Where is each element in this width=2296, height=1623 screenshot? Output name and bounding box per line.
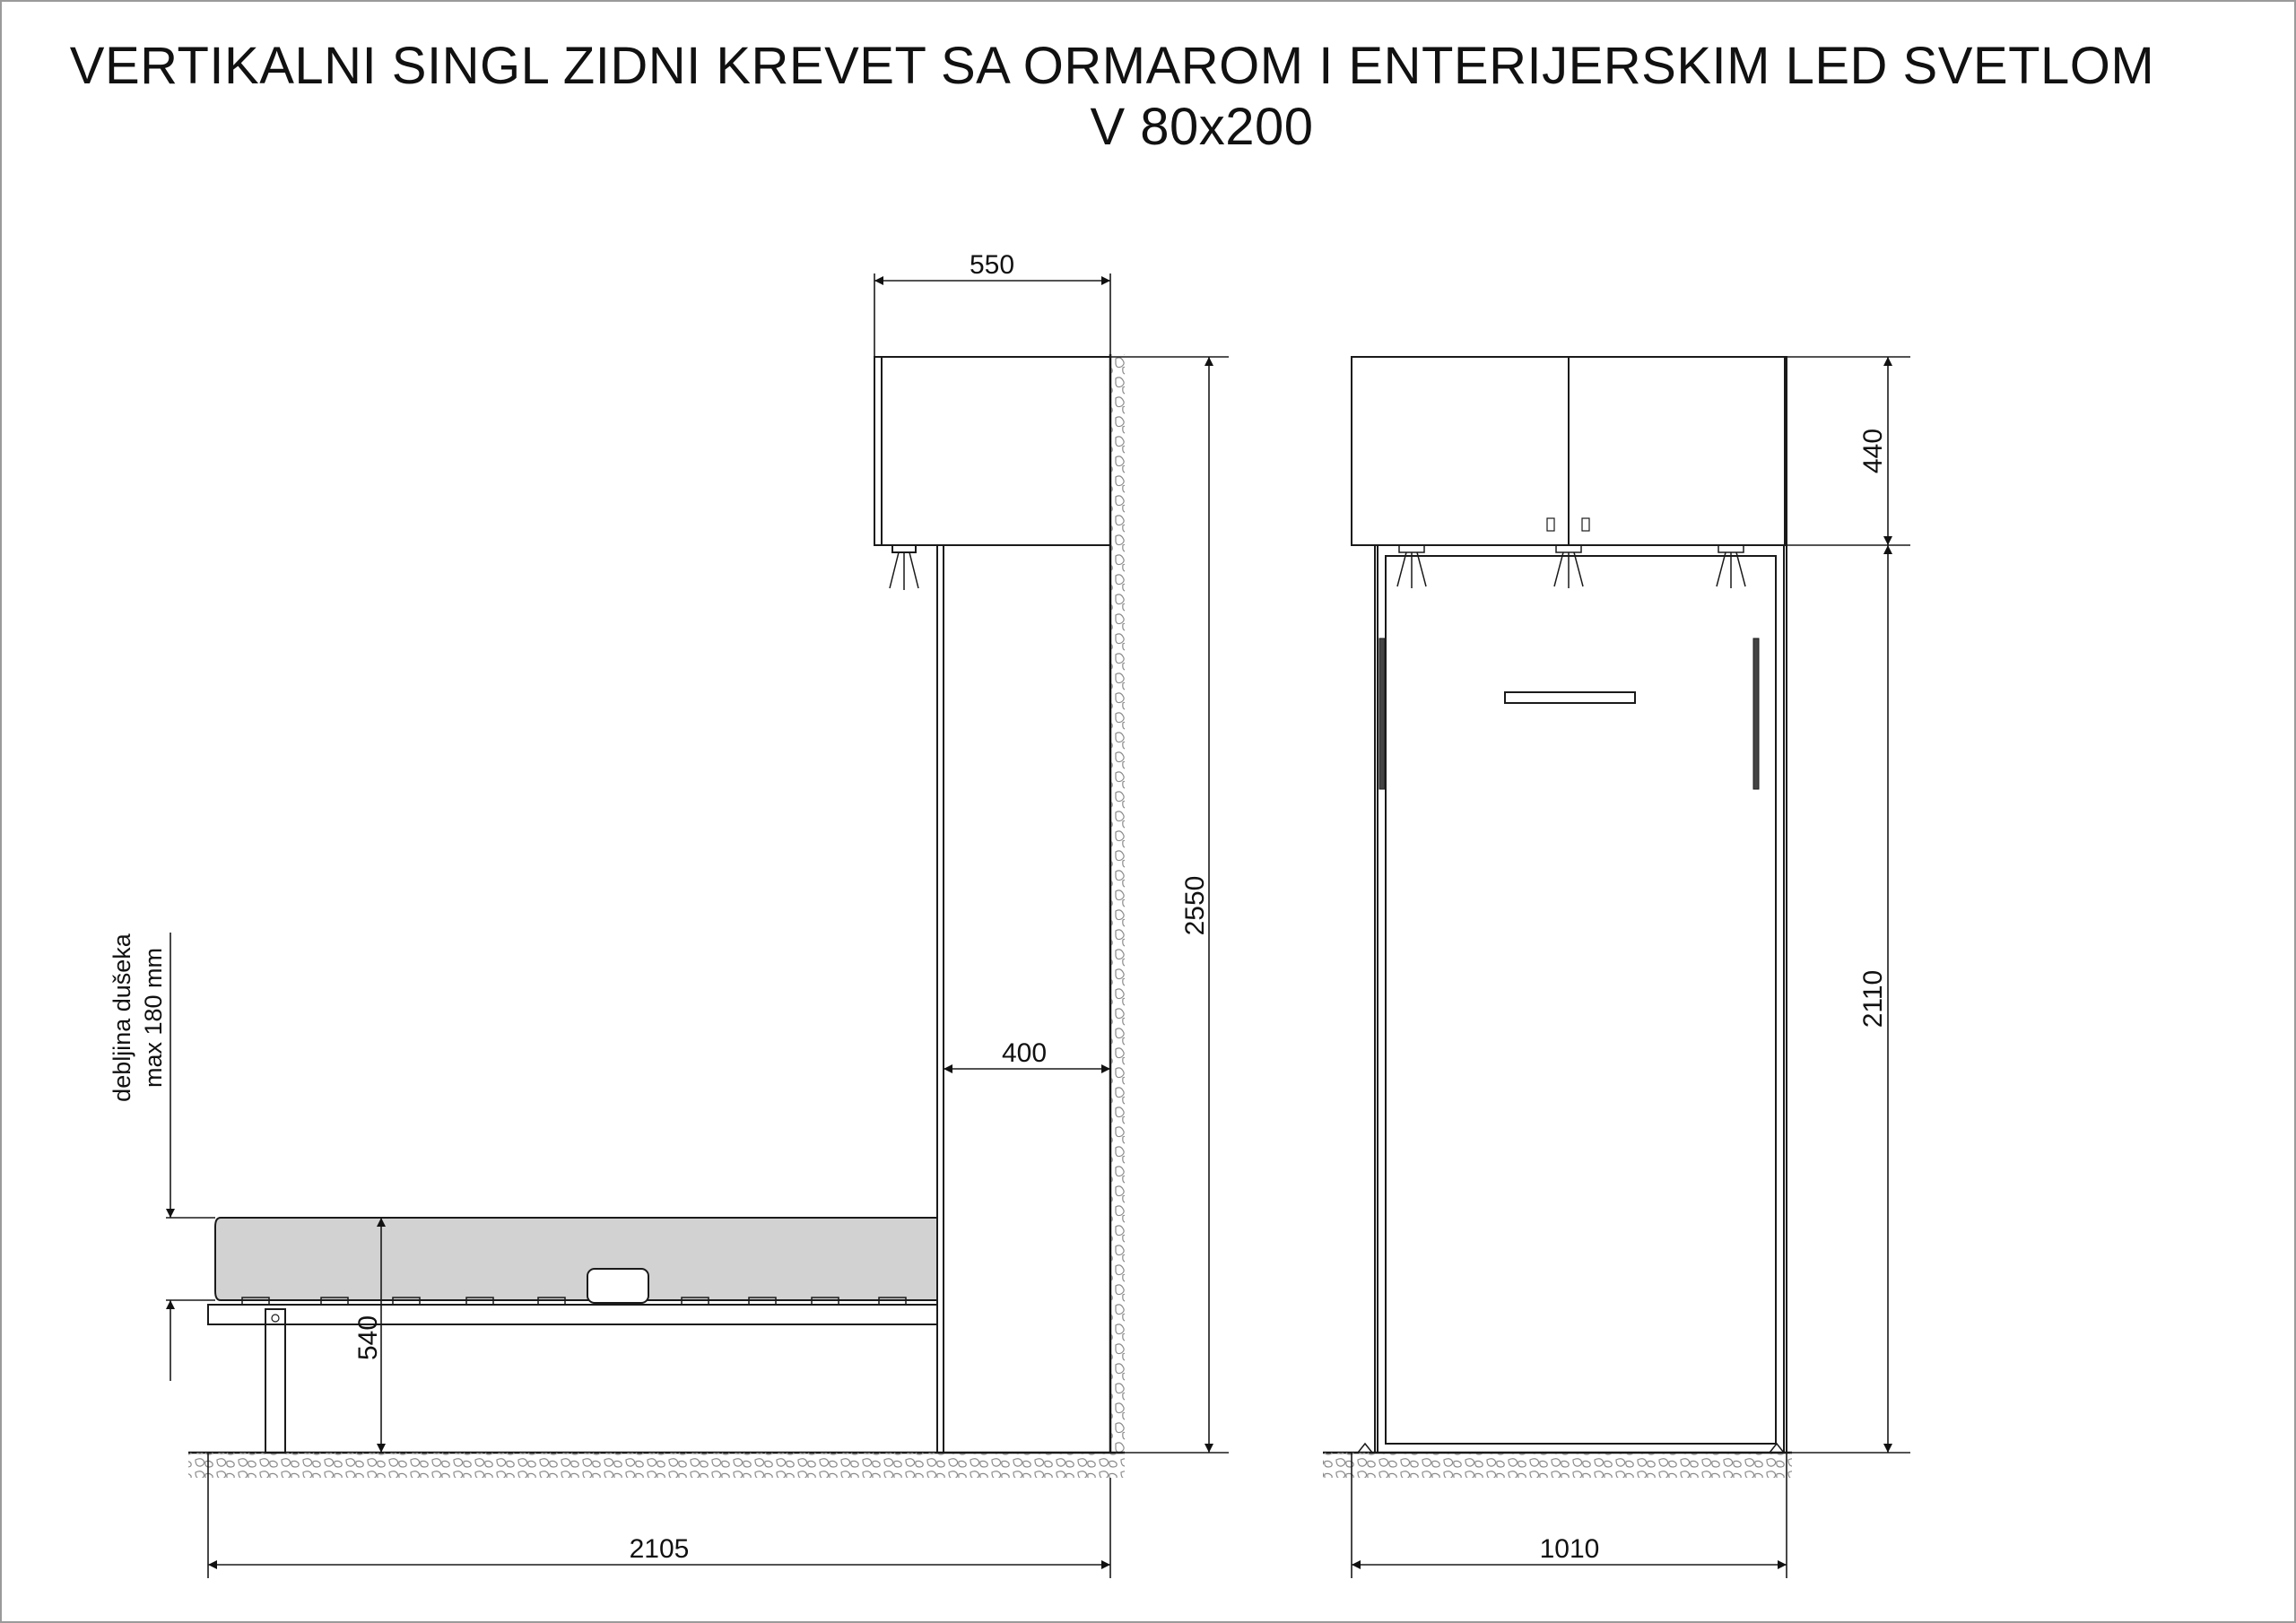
mattress bbox=[215, 1218, 937, 1300]
bed-handle-front bbox=[1505, 692, 1635, 703]
bed-frame bbox=[208, 1305, 937, 1324]
knob-right bbox=[1582, 518, 1589, 531]
led-light-icon bbox=[892, 545, 916, 552]
side-view bbox=[188, 354, 1125, 1478]
dim-total-depth-open: 2105 bbox=[629, 1534, 690, 1564]
bed-cabinet-side bbox=[937, 545, 1110, 1453]
dim-bed-height: 540 bbox=[353, 1315, 383, 1361]
dim-total-width: 1010 bbox=[1539, 1534, 1600, 1564]
dim-top-cabinet-height: 440 bbox=[1858, 428, 1888, 474]
dim-body-depth: 400 bbox=[1001, 1038, 1048, 1068]
knob-left bbox=[1547, 518, 1554, 531]
led-lights bbox=[1397, 545, 1745, 588]
dimensions bbox=[166, 273, 1910, 1578]
mattress-note-line-2: max 180 mm bbox=[140, 947, 167, 1089]
front-view bbox=[1323, 357, 1792, 1478]
bed-cabinet-front bbox=[1375, 545, 1787, 1453]
title-line-1: VERTIKALNI SINGL ZIDNI KREVET SA ORMAROM I ENTERIJERSKIM LED SVETLOM bbox=[69, 37, 2155, 95]
mattress-note-line-1: debljina dušeka bbox=[109, 933, 135, 1102]
dim-total-height: 2550 bbox=[1180, 875, 1210, 936]
dim-top-cabinet-depth: 550 bbox=[969, 250, 1015, 280]
rail-left bbox=[1379, 638, 1385, 789]
dim-bed-cabinet-height: 2110 bbox=[1858, 969, 1888, 1028]
bed-leg bbox=[265, 1309, 285, 1453]
bed-handle bbox=[587, 1269, 648, 1303]
rail-right bbox=[1753, 638, 1759, 789]
title-line-2: V 80x200 bbox=[1090, 98, 1314, 156]
top-cabinet-side bbox=[874, 357, 1110, 545]
